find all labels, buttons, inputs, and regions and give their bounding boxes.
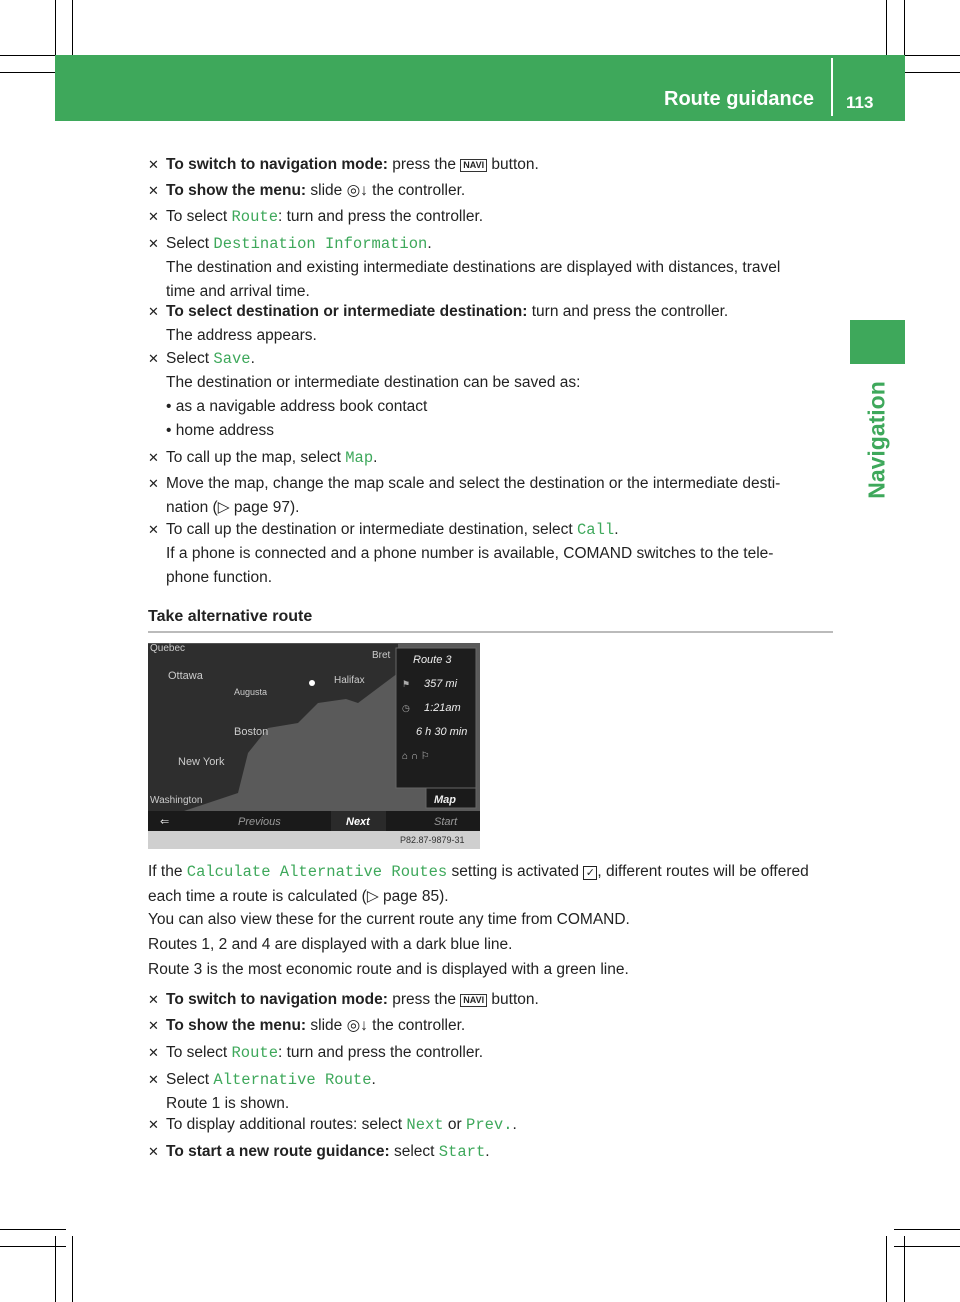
step-text: press the [387, 156, 461, 173]
map-button-label: Map [434, 794, 456, 806]
next-button[interactable]: Next [346, 816, 370, 828]
bullet-icon: • [166, 398, 176, 415]
city-label: Washington [150, 795, 203, 806]
clock-icon: ◷ [402, 703, 410, 713]
start-button[interactable]: Start [434, 816, 458, 828]
step-bold: To select destination or intermediate destination: [166, 303, 528, 320]
step-detail: time and arrival time. [166, 283, 310, 300]
step-text: Select [166, 1071, 214, 1088]
step-text: . [371, 1071, 376, 1088]
step-arrow-icon: ✕ [148, 450, 159, 465]
route-arrival: 1:21am [424, 702, 461, 714]
step-bold: To switch to navigation mode: [166, 156, 388, 173]
menu-item-destination-information: Destination Information [213, 235, 428, 253]
step-arrow-icon: ✕ [148, 476, 159, 491]
step-arrow-icon: ✕ [148, 1045, 159, 1060]
flag-icon: ⚑ [402, 679, 411, 689]
step-text: : turn and press the controller. [278, 1044, 484, 1061]
route-duration: 6 h 30 min [416, 726, 468, 738]
section-divider [148, 631, 833, 633]
route-panel-title: Route 3 [413, 654, 452, 666]
step-detail: The address appears. [166, 327, 317, 344]
step-detail: The destination or intermediate destination can be saved as: [166, 374, 581, 391]
step-arrow-icon: ✕ [148, 351, 159, 366]
step-arrow-icon: ✕ [148, 522, 159, 537]
step-text: . [614, 521, 619, 538]
body-text: Routes 1, 2 and 4 are displayed with a dark blue line. [148, 936, 513, 953]
paragraph-text: If the [148, 863, 187, 880]
crop-mark [886, 1236, 887, 1302]
menu-item-route: Route [231, 208, 278, 226]
step-text: slide ◎↓ the controller. [306, 182, 466, 199]
bullet-icon: • [166, 422, 176, 439]
step-bold: To show the menu: [166, 182, 307, 199]
city-label: Bret [372, 650, 391, 661]
step-text: Select [166, 235, 214, 252]
step-detail: nation (▷ page 97). [166, 499, 300, 516]
step-text: To select [166, 208, 232, 225]
city-label: Halifax [334, 675, 365, 686]
step-arrow-icon: ✕ [148, 183, 159, 198]
map-svg [148, 643, 480, 849]
menu-item-prev: Prev. [466, 1116, 513, 1134]
bullet-text: as a navigable address book contact [175, 398, 428, 415]
step-arrow-icon: ✕ [148, 1144, 159, 1159]
step-text: slide ◎↓ the controller. [306, 1017, 466, 1034]
paragraph-text: setting is activated [447, 863, 584, 880]
side-tab [850, 320, 905, 364]
step-text: . [485, 1143, 490, 1160]
crop-mark [0, 1229, 66, 1230]
step-text: or [443, 1116, 467, 1133]
step-arrow-icon: ✕ [148, 1117, 159, 1132]
paragraph-line: each time a route is calculated (▷ page 85). [148, 888, 449, 905]
route-distance: 357 mi [424, 678, 458, 690]
image-code: P82.87-9879-31 [400, 835, 465, 845]
step-text: turn and press the controller. [527, 303, 729, 320]
step-text: To call up the map, select [166, 449, 346, 466]
step-arrow-icon: ✕ [148, 992, 159, 1007]
header-title: Route guidance [664, 88, 815, 110]
step-text: select [389, 1143, 439, 1160]
step-text: To display additional routes: select [166, 1116, 407, 1133]
menu-item-next: Next [406, 1116, 444, 1134]
body-text: You can also view these for the current route any time from COMAND. [148, 911, 630, 928]
route-info-panel [396, 648, 476, 788]
step-text: button. [487, 156, 539, 173]
step-detail: The destination and existing intermediate destinations are displayed with distances, travel [166, 259, 781, 276]
step-detail: Route 1 is shown. [166, 1095, 290, 1112]
previous-button[interactable]: Previous [238, 816, 281, 828]
step-text: . [512, 1116, 517, 1133]
step-text: Select [166, 350, 214, 367]
menu-item-save: Save [213, 350, 251, 368]
crop-mark [894, 1246, 960, 1247]
crop-mark [0, 1246, 66, 1247]
body-text: Route 3 is the most economic route and is displayed with a green line. [148, 961, 629, 978]
step-arrow-icon: ✕ [148, 304, 159, 319]
header-divider [831, 58, 833, 116]
step-detail: If a phone is connected and a phone number is available, COMAND switches to the tele- [166, 545, 774, 562]
step-arrow-icon: ✕ [148, 209, 159, 224]
step-arrow-icon: ✕ [148, 1018, 159, 1033]
step-text: : turn and press the controller. [278, 208, 484, 225]
step-text: To call up the destination or intermediate destination, select [166, 521, 577, 538]
city-label: New York [178, 756, 225, 768]
city-label: Quebec [150, 643, 186, 654]
bullet-text: home address [175, 422, 274, 439]
step-bold: To show the menu: [166, 1017, 307, 1034]
side-label: Navigation [863, 381, 890, 499]
menu-item-route: Route [231, 1044, 278, 1062]
step-text: press the [387, 991, 461, 1008]
step-arrow-icon: ✕ [148, 236, 159, 251]
menu-item-alternative-route: Alternative Route [213, 1071, 372, 1089]
section-title: Take alternative route [148, 608, 313, 625]
paragraph-line [148, 863, 809, 881]
destination-marker-icon [309, 680, 315, 686]
step-text: . [427, 235, 432, 252]
step-text: button. [487, 991, 539, 1008]
menu-item-start: Start [438, 1143, 486, 1161]
setting-calculate-alternative-routes: Calculate Alternative Routes [186, 863, 448, 881]
step-bold: To start a new route guidance: [166, 1143, 390, 1160]
paragraph-text: , different routes will be offered [597, 863, 809, 880]
step-text: To select [166, 1044, 232, 1061]
city-label: Boston [234, 726, 269, 738]
checkbox-checked-icon: ✓ [583, 866, 597, 880]
step-text: . [373, 449, 378, 466]
crop-mark [72, 1236, 73, 1302]
page-number: 113 [846, 93, 874, 112]
back-icon[interactable]: ⇐ [160, 816, 170, 828]
step-arrow-icon: ✕ [148, 157, 159, 172]
step-text: . [250, 350, 255, 367]
city-label: Ottawa [168, 670, 203, 682]
navi-key: NAVI [460, 159, 487, 172]
step-text: Move the map, change the map scale and select the destination or the intermediate desti- [166, 475, 781, 492]
route-options-icon: ⌂ ∩ ⚐ [402, 751, 430, 762]
step-bold: To switch to navigation mode: [166, 991, 388, 1008]
step-arrow-icon: ✕ [148, 1072, 159, 1087]
map-screenshot [148, 643, 480, 849]
menu-item-call: Call [577, 521, 615, 539]
city-label: Augusta [234, 687, 268, 697]
step-detail: phone function. [166, 569, 273, 586]
crop-mark [894, 1229, 960, 1230]
menu-item-map: Map [345, 449, 374, 467]
navi-key: NAVI [460, 994, 487, 1007]
